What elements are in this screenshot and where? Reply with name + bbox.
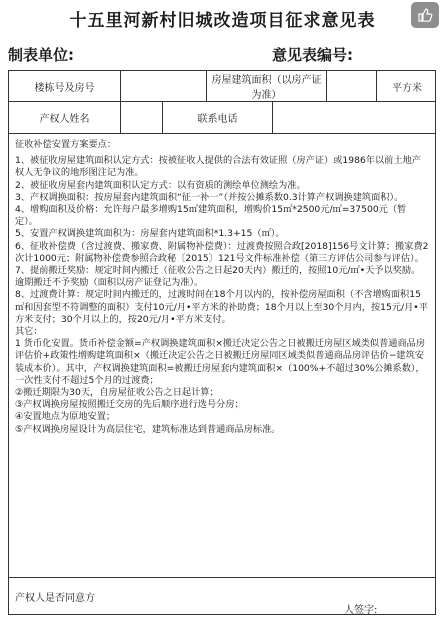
- owner-name-field[interactable]: [121, 101, 163, 133]
- plan-item-5: 5、安置产权调换建筑面积为：房屋套内建筑面积*1.3+15（㎡）。: [15, 228, 285, 240]
- owner-consent-label: 产权人是否同意方: [15, 593, 95, 604]
- page-title: 十五里河新村旧城改造项目征求意见表: [69, 11, 376, 31]
- plan-item-3: 3、产权调换面积：按房屋套内建筑面积“征一补一”（并按公摊系数0.3计算产权调换建筑面积）。: [15, 191, 404, 203]
- compensation-plan-text: [15, 139, 429, 436]
- floor-area-field[interactable]: [327, 71, 377, 101]
- thumbs-up-button[interactable]: [411, 2, 439, 28]
- phone-field[interactable]: [273, 101, 437, 133]
- other-item-3: ③产权调换房屋按照搬迁交房的先后顺序进行选号分房；: [15, 399, 244, 411]
- table-row: [9, 101, 435, 134]
- plan-item-4: 4、增购面积及价格：允许每户最多增购15㎡建筑面积，增购价15㎡*2500元/㎡=37500元（暂定）。: [15, 204, 407, 228]
- square-meter-unit: 平方米: [392, 82, 422, 94]
- plan-heading: 征收补偿安置方案要点：: [15, 139, 117, 150]
- floor-area-label: 房屋建筑面积（以房产证为准）: [207, 71, 327, 101]
- plan-item-7: 7、提前搬迁奖励：规定时间内搬迁（征收公告之日起20天内）搬迁的，按照10元/㎡•天予以奖励。逾期搬迁不予奖励（面积以房产证登记为准）。: [15, 265, 421, 289]
- table-row: [9, 71, 435, 102]
- thumbs-up-icon: [417, 7, 433, 23]
- building-room-field[interactable]: [121, 71, 207, 101]
- phone-label: 联系电话: [163, 101, 273, 133]
- owner-name-label: 产权人姓名: [9, 101, 121, 133]
- plan-item-8: 8、过渡费计算：规定时间内搬迁的，过渡时间在18个月以内的，按补偿房屋面积（不含增购面积15㎡和因套型不符调整的面积）支付10元/月•平方米的补助费；18个月以上至30个月内，按15元/月•平方米支付；30个月以上的，按20元/月•平方米支付。: [15, 289, 428, 325]
- opinion-form: [8, 70, 436, 615]
- other-heading: 其它：: [15, 326, 43, 338]
- owner-signature-label: 人签字:: [344, 605, 378, 616]
- building-room-label: 楼栋号及房号: [9, 71, 121, 101]
- plan-item-1: 1、被征收房屋建筑面积认定方式：按被征收人提供的合法有效证照（房产证）或1986年以前土地产权人无争议的地形图注记为准。: [15, 155, 421, 179]
- other-item-1: 1 货币化安置。货币补偿金额=产权调换建筑面积×搬迁决定公告之日被搬迁房屋区域类似普通商品房评估价+政策性增购建筑面积×（搬迁决定公告之日被搬迁房屋同区域类似普通商品房评估价−建筑安装成本价）。其中，产权调换建筑面积=被搬迁房屋套内建筑面积×（100%+不超过30%公摊系数），一次性支付不超过5个月的过渡费；: [15, 338, 426, 386]
- plan-item-2: 2、被征收房屋套内建筑面积认定方式：以有资质的测绘单位测绘为准。: [15, 179, 306, 191]
- plan-item-6: 6、征收补偿费（含过渡费、搬家费、附属物补偿费）：过渡费按照合政[2018]156号文计算；搬家费2次计1000元；附属物补偿费参照合政秘〔2015〕121号文件标准补偿（第三方评估公司参与评估）。: [15, 240, 429, 264]
- other-item-4: ④安置地点为原地安置；: [15, 411, 116, 423]
- other-item-5: ⑤产权调换房屋设计为高层住宅，建筑标准达到普通商品房标准。: [15, 423, 281, 435]
- other-item-2: ②搬迁期限为30天，自房屋征收公告之日起计算；: [15, 387, 219, 399]
- issuer-label: 制表单位:: [8, 46, 74, 64]
- divider: [9, 577, 435, 578]
- form-number-label: 意见表编号:: [272, 46, 353, 64]
